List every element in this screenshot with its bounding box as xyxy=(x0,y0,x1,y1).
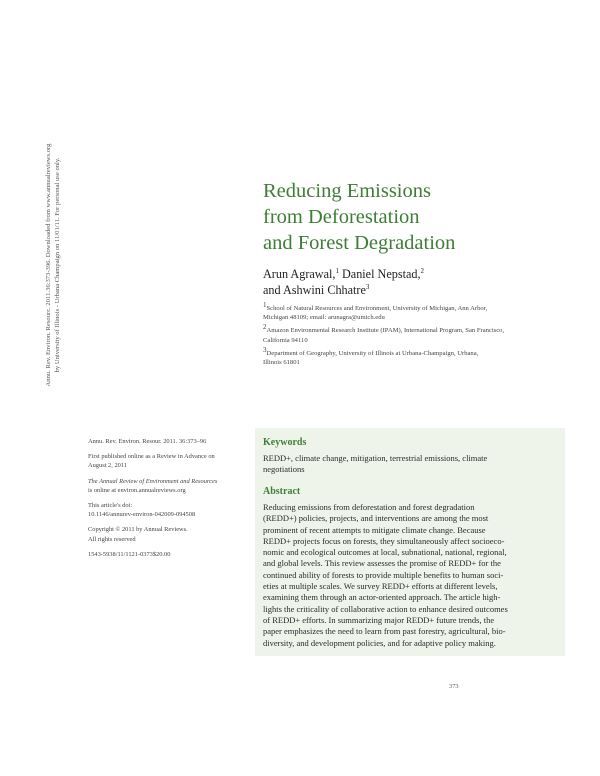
online-info xyxy=(88,477,248,486)
journal-name: The Annual Review of Environment and Resources xyxy=(88,477,218,485)
affiliation-line: Illinois 61801 xyxy=(263,359,300,367)
download-notice xyxy=(44,75,72,455)
publication-info xyxy=(88,437,248,559)
affiliation xyxy=(263,323,548,344)
download-notice-line: by University of Illinois - Urbana Champaign on 11/01/11. For personal use only. xyxy=(54,157,62,373)
abstract-heading: Abstract xyxy=(263,486,301,497)
issn: 1543-5938/11/1121-0373$20.00 xyxy=(88,550,171,558)
author-list xyxy=(263,266,583,298)
affiliation-mark: 2 xyxy=(263,323,267,332)
affiliation-line xyxy=(263,323,548,335)
author-affil-mark: 2 xyxy=(420,266,425,275)
doi-link[interactable]: 10.1146/annurev-environ-042009-094508 xyxy=(88,511,196,519)
online-url[interactable]: is online at environ.annualreviews.org xyxy=(88,486,186,494)
keywords-heading: Keywords xyxy=(263,437,307,448)
affiliation-text: Department of Geography, University of Illinois at Urbana-Champaign, Urbana, xyxy=(266,349,479,357)
keywords-line: negotiations xyxy=(263,464,305,475)
abstract-line: diversity, and development policies, and for adaptive policy making. xyxy=(263,637,496,648)
citation: Annu. Rev. Environ. Resour. 2011. 36:373–96 xyxy=(88,438,207,445)
rights: All rights reserved xyxy=(88,535,136,543)
author-name: and Ashwini Chhatre xyxy=(263,283,366,297)
author-line xyxy=(263,266,583,282)
affiliation xyxy=(263,300,548,322)
affiliation-mark: 1 xyxy=(263,300,267,309)
page-number: 373 xyxy=(449,683,459,690)
affiliation-mark: 3 xyxy=(263,345,267,354)
affiliation xyxy=(263,345,548,367)
affiliation-line: California 94110 xyxy=(263,336,308,344)
title-line: from Deforestation xyxy=(263,206,420,228)
abstract-line: nomic and ecological outcomes at local, subnational, national, regional, xyxy=(263,547,507,558)
abstract-line: paper emphasizes the need to learn from past forestry, agricultural, bio- xyxy=(263,626,506,637)
abstract-line: lights the criticality of collaborative action to enhance desired outcomes xyxy=(263,603,508,614)
abstract-line: REDD+ projects focus on forests, they simultaneously affect socioeco- xyxy=(263,535,505,546)
download-notice-line: Annu. Rev. Environ. Resourc. 2011.36:373-396. Downloaded from www.annualreviews.org xyxy=(45,143,52,387)
abstract-text xyxy=(263,502,559,649)
first-published: First published online as a Review in Advance on xyxy=(88,453,215,461)
author-affil-mark: 3 xyxy=(365,282,370,291)
affiliation-line: Michigan 48109; email: arunagra@umich.edu xyxy=(263,314,385,322)
abstract-line: (REDD+) policies, projects, and interventions are among the most xyxy=(263,513,489,524)
abstract-line: and global levels. This review assesses the promise of REDD+ for the xyxy=(263,558,501,569)
title-line: and Forest Degradation xyxy=(263,232,456,254)
affiliation-line xyxy=(263,345,548,358)
title-line: Reducing Emissions xyxy=(263,180,431,202)
doi-label: This article's doi: xyxy=(88,502,133,510)
keywords-line: REDD+, climate change, mitigation, terrestrial emissions, climate xyxy=(263,453,488,463)
abstract-line: of REDD+ efforts. In summarizing major REDD+ future trends, the xyxy=(263,614,495,625)
abstract-line: eties at multiple scales. We survey REDD+ efforts at different levels, xyxy=(263,581,498,592)
author-affil-mark: 1 xyxy=(335,266,339,275)
affiliations xyxy=(263,300,548,371)
author-line xyxy=(263,282,583,298)
abstract-line: examining them through an actor-oriented approach. The article high- xyxy=(263,592,501,603)
first-published-date: August 2, 2011 xyxy=(88,462,127,470)
article-title xyxy=(263,178,583,256)
author-name: Daniel Nepstad, xyxy=(338,267,421,281)
abstract-line: prominent of recent attempts to mitigate climate change. Because xyxy=(263,524,486,535)
affiliation-text: School of Natural Resources and Environment, University of Michigan, Ann Arbor, xyxy=(266,305,488,312)
keywords-list xyxy=(263,453,558,475)
author-name: Arun Agrawal, xyxy=(263,267,336,281)
copyright: Copyright © 2011 by Annual Reviews. xyxy=(88,526,188,534)
abstract-line: continued ability of forests to provide multiple benefits to human soci- xyxy=(263,569,504,580)
affiliation-text: Amazon Environmental Research Institute (IPAM), International Program, San Francisco, xyxy=(266,327,505,335)
affiliation-line xyxy=(263,300,548,313)
abstract-line: Reducing emissions from deforestation and forest degradation xyxy=(263,502,475,512)
